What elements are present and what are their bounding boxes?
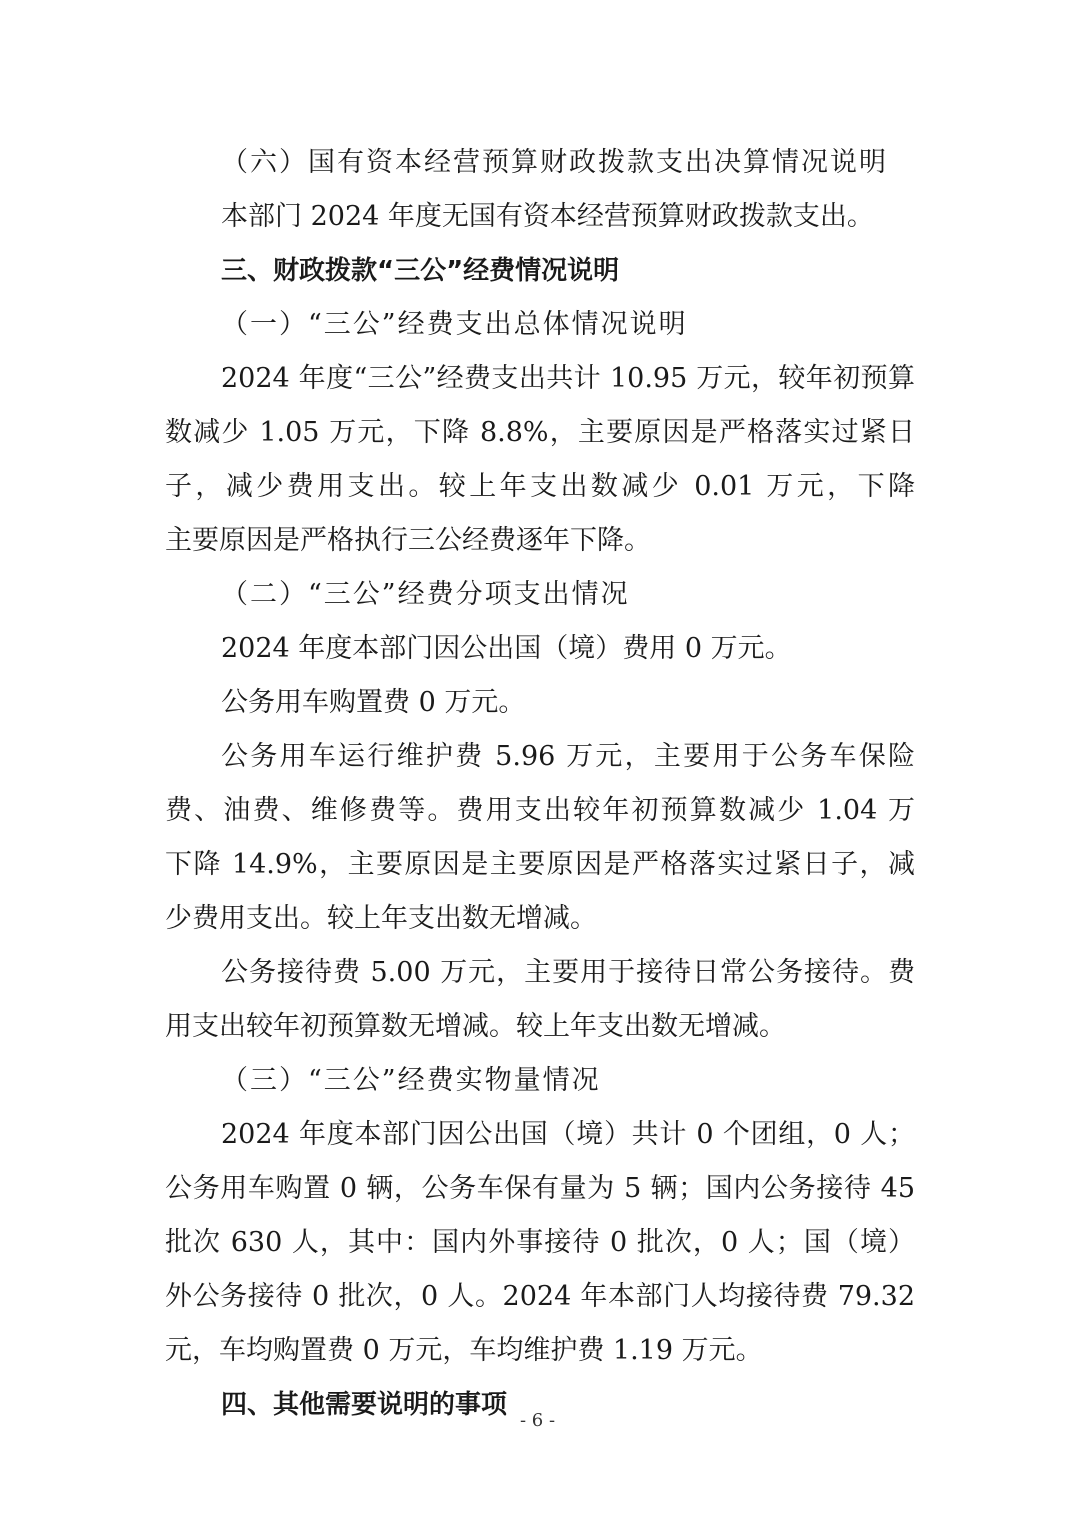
paragraph-line: 元，车均购置费 0 万元，车均维护费 1.19 万元。 [165, 1335, 763, 1366]
paragraph-line: 2024 年度本部门因公出国（境）费用 0 万元。 [221, 633, 792, 664]
paragraph-state-capital-budget: 本部门 2024 年度无国有资本经营预算财政拨款支出。 [221, 201, 874, 232]
document-body [165, 136, 915, 1432]
paragraph-line: 下降 14.9%，主要原因是主要原因是严格落实过紧日子，减 [165, 849, 915, 880]
paragraph-line: 外公务接待 0 批次，0 人。2024 年本部门人均接待费 79.32 [165, 1281, 915, 1312]
subheading-overall: （一）“三公”经费支出总体情况说明 [221, 309, 688, 340]
paragraph-line: 用支出较年初预算数无增减。较上年支出数无增减。 [165, 1011, 786, 1042]
paragraph-line: 主要原因是严格执行三公经费逐年下降。 [165, 525, 651, 556]
section-heading-three-public: 三、财政拨款“三公”经费情况说明 [221, 256, 620, 286]
subheading-itemized: （二）“三公”经费分项支出情况 [221, 579, 630, 610]
subheading-physical-quantity: （三）“三公”经费实物量情况 [221, 1065, 601, 1096]
paragraph-line: 子，减少费用支出。较上年支出数减少 0.01 万元，下降 [165, 471, 915, 502]
paragraph-line: 少费用支出。较上年支出数无增减。 [165, 903, 597, 934]
paragraph-line: 公务用车运行维护费 5.96 万元，主要用于公务车保险 [221, 741, 915, 772]
page-number: - 6 - [519, 1410, 556, 1431]
paragraph-line: 公务用车购置费 0 万元。 [221, 687, 526, 718]
subheading-state-capital-budget: （六）国有资本经营预算财政拨款支出决算情况说明 [221, 147, 888, 178]
paragraph-line: 公务接待费 5.00 万元，主要用于接待日常公务接待。费 [221, 957, 915, 988]
paragraph-line: 费、油费、维修费等。费用支出较年初预算数减少 1.04 万 [165, 795, 915, 826]
section-heading-other-matters: 四、其他需要说明的事项 [221, 1390, 508, 1420]
paragraph-line: 公务用车购置 0 辆，公务车保有量为 5 辆；国内公务接待 45 [165, 1173, 915, 1204]
paragraph-line: 2024 年度本部门因公出国（境）共计 0 个团组，0 人； [221, 1119, 915, 1150]
paragraph-line: 批次 630 人，其中：国内外事接待 0 批次，0 人；国（境） [165, 1227, 915, 1258]
paragraph-line: 2024 年度“三公”经费支出共计 10.95 万元，较年初预算 [221, 363, 915, 394]
paragraph-line: 数减少 1.05 万元，下降 8.8%，主要原因是严格落实过紧日 [165, 417, 915, 448]
